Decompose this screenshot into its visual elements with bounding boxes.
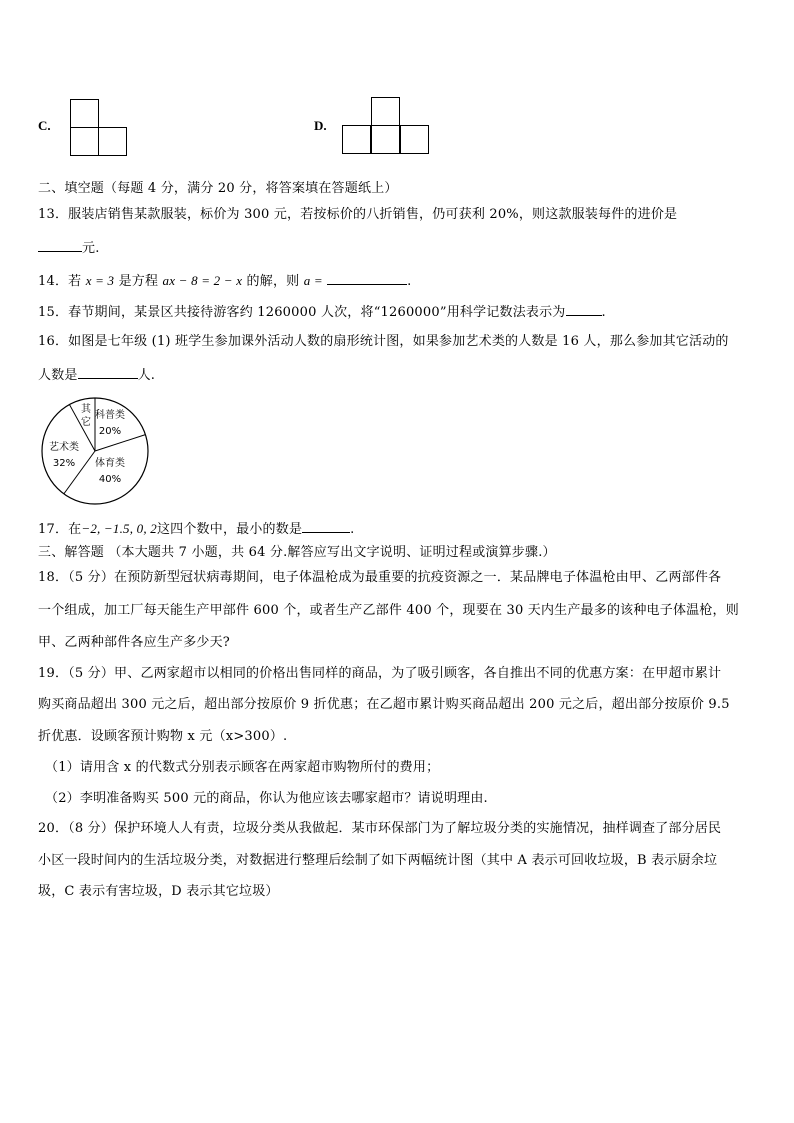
option-d-figure bbox=[342, 97, 432, 157]
q14-mid: 是方程 bbox=[118, 274, 159, 289]
q20-line1: 20．（8 分）保护环境人人有责，垃圾分类从我做起．某市环保部门为了解垃圾分类的实施情况，抽样调查了部分居民 bbox=[38, 821, 722, 836]
pie-pct-tiyu: 40% bbox=[98, 474, 122, 485]
q13-line2 bbox=[38, 237, 760, 259]
option-c-figure bbox=[70, 99, 130, 159]
q20-line2: 小区一段时间内的生活垃圾分类，对数据进行整理后绘制了如下两幅统计图（其中 A 表示可回收垃圾，B 表示厨余垃 bbox=[38, 853, 718, 868]
q14-suffix: . bbox=[407, 274, 412, 289]
pie-label-tiyu: 体育类 bbox=[95, 458, 125, 469]
q15-line bbox=[38, 301, 760, 323]
q13-line1: 13．服装店销售某款服装，标价为 300 元，若按标价的八折销售，仍可获利 20%，则这款服装每件的进价是 bbox=[38, 207, 678, 222]
square bbox=[400, 125, 429, 154]
square bbox=[98, 127, 127, 156]
q14-prefix: 14．若 bbox=[38, 274, 82, 289]
q19-sub2: （2）李明准备购买 500 元的商品，你认为他应该去哪家超市？请说明理由. bbox=[45, 791, 488, 806]
answer-blank[interactable] bbox=[302, 518, 350, 533]
q14-line bbox=[38, 270, 760, 292]
q16-suffix: 人. bbox=[137, 368, 156, 383]
pie-label-yishu: 艺术类 bbox=[49, 442, 79, 453]
q14-mid2: 的解，则 bbox=[246, 274, 300, 289]
q18-line1: 18．（5 分）在预防新型冠状病毒期间，电子体温枪成为最重要的抗疫资源之一．某品牌电子体温枪由甲、乙两部件各 bbox=[38, 570, 722, 585]
square bbox=[371, 125, 400, 154]
q19-line3: 折优惠．设顾客预计购物 x 元（x>300）. bbox=[38, 729, 288, 744]
square bbox=[342, 125, 371, 154]
q16-line1: 16．如图是七年级 (1) 班学生参加课外活动人数的扇形统计图，如果参加艺术类的人数是 16 人，那么参加其它活动的 bbox=[38, 334, 729, 349]
option-d-label: D. bbox=[314, 118, 327, 133]
q16-line2 bbox=[38, 364, 760, 386]
q17-prefix: 17．在 bbox=[38, 522, 82, 537]
square bbox=[70, 99, 99, 128]
pie-chart bbox=[40, 396, 150, 506]
q15-suffix: . bbox=[601, 305, 606, 320]
answer-blank[interactable] bbox=[78, 364, 138, 379]
answer-blank[interactable] bbox=[566, 301, 602, 316]
q17-mid: 这四个数中，最小的数是 bbox=[156, 522, 303, 537]
q19-line1: 19．（5 分）甲、乙两家超市以相同的价格出售同样的商品，为了吸引顾客，各自推出不同的优惠方案：在甲超市累计 bbox=[38, 666, 722, 681]
q17-suffix: . bbox=[350, 522, 355, 537]
answer-blank[interactable] bbox=[327, 270, 407, 285]
q15-text: 15．春节期间，某景区共接待游客约 1260000 人次，将“1260000”用科学记数法表示为 bbox=[38, 305, 566, 320]
q17-nums: −2, −1.5, 0, 2 bbox=[81, 521, 157, 536]
q14-eq1: x = 3 bbox=[85, 273, 115, 288]
q18-line2: 一个组成，加工厂每天能生产甲部件 600 个，或者生产乙部件 400 个，现要在 30 天内生产最多的该种电子体温枪，则 bbox=[38, 603, 739, 618]
section3-heading: 三、解答题 （本大题共 7 小题，共 64 分.解答应写出文字说明、证明过程或演算步骤.） bbox=[38, 545, 556, 560]
option-c-label: C. bbox=[38, 118, 51, 133]
pie-pct-kepu: 20% bbox=[98, 426, 122, 437]
q16-prefix: 人数是 bbox=[38, 368, 78, 383]
square bbox=[371, 97, 400, 126]
pie-chart-svg bbox=[40, 396, 150, 506]
answer-blank[interactable] bbox=[38, 237, 82, 252]
q19-line2: 购买商品超出 300 元之后，超出部分按原价 9 折优惠；在乙超市累计购买商品超出 200 元之后，超出部分按原价 9.5 bbox=[38, 697, 730, 712]
q19-sub1: （1）请用含 x 的代数式分别表示顾客在两家超市购物所付的费用； bbox=[45, 760, 440, 775]
pie-label-qita-2: 它 bbox=[81, 417, 91, 428]
section2-heading: 二、填空题（每题 4 分，满分 20 分，将答案填在答题纸上） bbox=[38, 181, 398, 196]
pie-label-kepu: 科普类 bbox=[95, 410, 125, 421]
q17-line bbox=[38, 518, 760, 540]
q13-unit: 元. bbox=[82, 241, 100, 256]
pie-label-qita-1: 其 bbox=[81, 404, 91, 415]
pie-pct-yishu: 32% bbox=[52, 458, 76, 469]
q20-line3: 圾，C 表示有害垃圾，D 表示其它垃圾） bbox=[38, 884, 279, 899]
q14-eq2: ax − 8 = 2 − x bbox=[162, 273, 243, 288]
q18-line3: 甲、乙两种部件各应生产多少天? bbox=[38, 635, 230, 650]
q14-eq3: a = bbox=[303, 273, 323, 288]
square bbox=[70, 127, 99, 156]
